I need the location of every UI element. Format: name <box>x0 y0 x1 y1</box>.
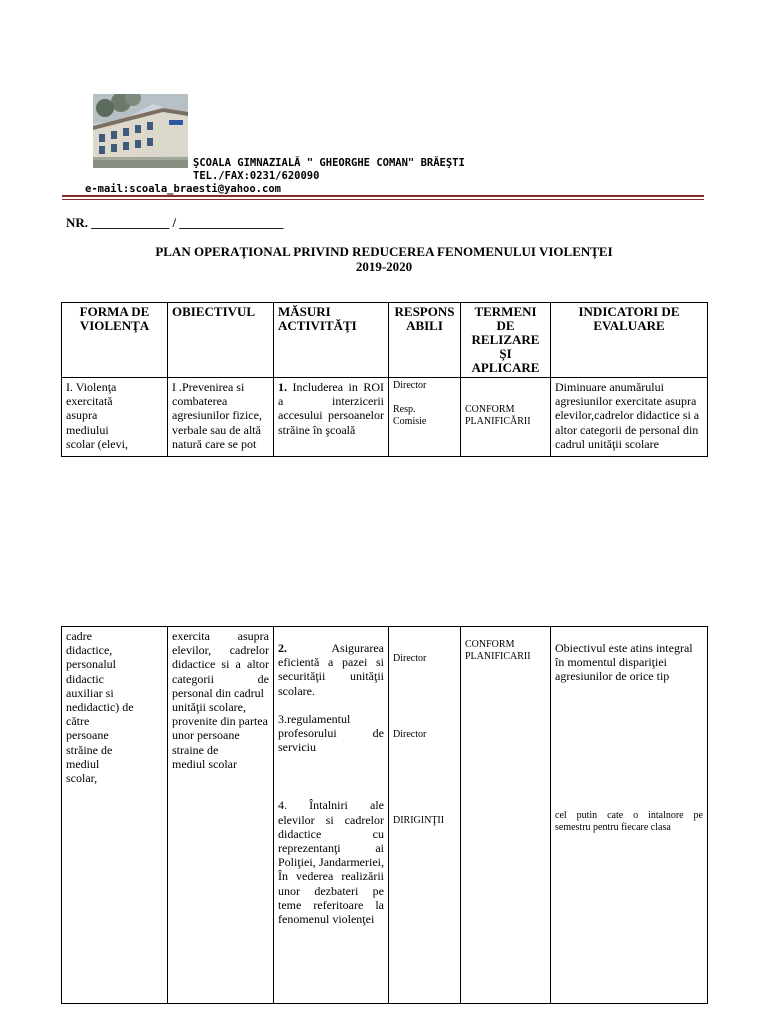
col-header-termeni: TERMENI DE RELIZARE ŞI APLICARE <box>461 303 551 378</box>
masura-number: 1. <box>278 380 287 394</box>
col-header-indicatori: INDICATORI DE EVALUARE <box>551 303 708 378</box>
cell-indicator: Diminuare anumărului agresiunilor exercitate asupra elevilor,cadrelor didactice si a altor categorii de personal din cadrul unităţii scolare <box>551 378 708 457</box>
document-title: PLAN OPERAŢIONAL PRIVIND REDUCEREA FENOMENULUI VIOLENŢEI <box>155 244 613 259</box>
resp-director-2: Director <box>393 729 427 740</box>
obiectiv-part-b: unităţii scolare, provenite din partea unor persoane straine de <box>172 700 268 757</box>
obiectiv-part-c: mediul scolar <box>172 756 237 771</box>
registration-number: NR. ____________ / ________________ <box>66 215 284 230</box>
cell-forma: cadre didactice, personalul didactic auxiliar si nedidactic) de către persoane străine de mediul scolar, <box>62 627 168 1004</box>
masura-2-number: 2. <box>278 641 287 655</box>
cell-responsabili <box>389 378 461 457</box>
school-photo <box>93 94 188 168</box>
school-email: e-mail:scoala_braesti@yahoo.com <box>85 183 281 195</box>
masura-2 <box>278 641 384 698</box>
plan-table-part1 <box>61 302 708 457</box>
col-header-masuri: MĂSURI ACTIVITĂŢI <box>274 303 389 378</box>
masura-3: 3.regulamentul profesorului de serviciu <box>278 711 384 755</box>
plan-table-part2 <box>61 626 708 1004</box>
resp-director: Director <box>393 380 427 391</box>
table-row <box>62 627 708 1004</box>
school-phone-fax: TEL./FAX:0231/620090 <box>193 170 320 182</box>
masura-2-text: Asigurarea eficientă a pazei si securităţii unităţii scolare. <box>278 641 384 698</box>
masura-4: 4. Întalniri ale elevilor si cadrelor didactice cu reprezentanţi ai Poliţiei, Jandarmeriei, În vederea realizării unor dezbateri pe teme referitoare la fenomenul violenţei <box>278 798 384 927</box>
resp-comisie: Resp. Comisie <box>393 404 427 427</box>
cell-forma: I. Violenţa exercitată asupra mediului scolar (elevi, <box>62 378 168 457</box>
cell-indicatori <box>551 627 708 1004</box>
col-header-obiectiv: OBIECTIVUL <box>168 303 274 378</box>
school-year: 2019-2020 <box>355 259 413 274</box>
header-divider <box>62 195 704 197</box>
table-header-row <box>62 303 708 378</box>
table-row <box>62 378 708 457</box>
cell-responsabili <box>389 627 461 1004</box>
cell-masura <box>274 378 389 457</box>
resp-diriginti: DIRIGINŢII <box>393 815 445 826</box>
col-header-forma: FORMA DE VIOLENŢA <box>62 303 168 378</box>
school-name: ŞCOALA GIMNAZIALĂ " GHEORGHE COMAN" BRĂEŞTI <box>193 157 465 169</box>
cell-obiectiv <box>168 627 274 1004</box>
obiectiv-part-a: exercita asupra elevilor, cadrelor didactice si a altor categorii de personal din cadrul <box>172 629 269 700</box>
cell-termen: CONFORM PLANIFICARII <box>461 627 551 1004</box>
cell-obiectiv: I .Prevenirea si combaterea agresiunilor fizice, verbale sau de altă natură care se pot <box>168 378 274 457</box>
indicator-a: Obiectivul este atins integral în momentul dispariţiei agresiunilor de orice tip <box>555 641 693 684</box>
masura-text: Includerea in ROI a interzicerii accesului persoanelor străine în şcoală <box>278 380 384 437</box>
indicator-b: cel putin cate o intalnore pe semestru pentru fiecare clasa <box>555 809 703 833</box>
resp-director-1: Director <box>393 653 427 664</box>
col-header-responsabili: RESPONS ABILI <box>389 303 461 378</box>
cell-termen: CONFORM PLANIFICĂRII <box>461 378 551 457</box>
document-title-block <box>0 244 768 274</box>
header-divider-thin <box>62 199 704 200</box>
cell-masuri <box>274 627 389 1004</box>
